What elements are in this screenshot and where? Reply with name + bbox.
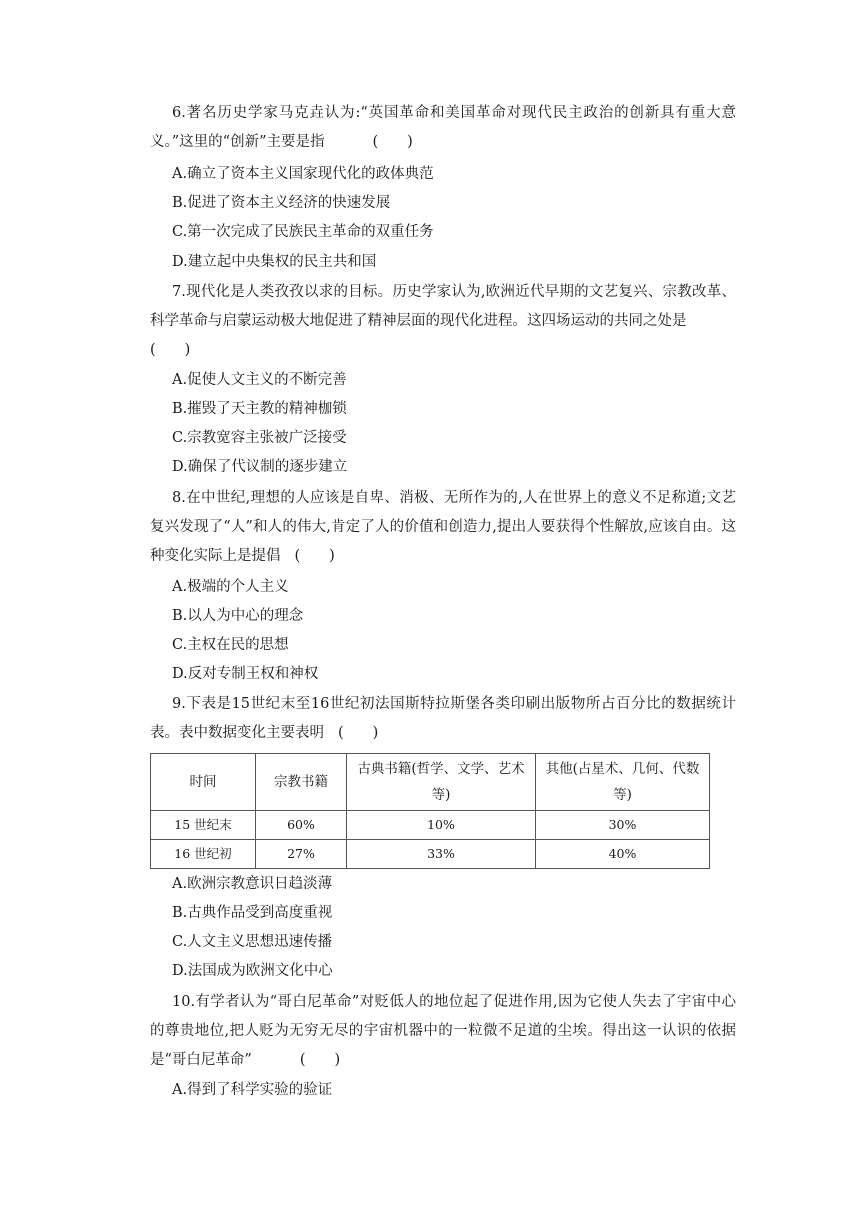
table-cell: 30% (536, 811, 710, 840)
question-9-stem: 9.下表是15世纪末至16世纪初法国斯特拉斯堡各类印刷出版物所占百分比的数据统计表。表中数据变化主要表明 ( ) (150, 696, 736, 741)
question-9-option-c: C.人文主义思想迅速传播 (172, 934, 333, 950)
table-header-row (151, 754, 710, 811)
question-10-option-a: A.得到了科学实验的验证 (172, 1082, 333, 1098)
table-cell: 10% (347, 811, 536, 840)
question-7-option-a: A.促使人文主义的不断完善 (172, 372, 347, 388)
answer-bracket: ( ) (150, 342, 191, 358)
question-9-option-d: D.法国成为欧洲文化中心 (172, 963, 333, 979)
question-8-option-d: D.反对专制王权和神权 (172, 666, 319, 682)
answer-bracket: ( ) (299, 1052, 341, 1068)
question-7-option-b: B.摧毁了天主教的精神枷锁 (172, 401, 347, 417)
question-6-option-c: C.第一次完成了民族民主革命的双重任务 (172, 224, 434, 240)
table-row (151, 811, 710, 840)
answer-bracket: ( ) (338, 725, 379, 741)
question-9-option-a: A.欧洲宗教意识日趋淡薄 (172, 876, 333, 892)
question-8-option-a: A.极端的个人主义 (172, 579, 289, 595)
question-7-stem: 7.现代化是人类孜孜以求的目标。历史学家认为,欧洲近代早期的文艺复兴、宗教改革、科学革命与启蒙运动极大地促进了精神层面的现代化进程。这四场运动的共同之处是 ( ) (150, 284, 736, 358)
table-header-cell: 时间 (151, 754, 256, 811)
question-7-option-c: C.宗教宽容主张被广泛接受 (172, 430, 347, 446)
question-6-option-d: D.建立起中央集权的民主共和国 (172, 254, 377, 270)
answer-bracket: ( ) (372, 134, 413, 150)
publication-stats-table (150, 753, 710, 869)
question-6-option-a: A.确立了资本主义国家现代化的政体典范 (172, 166, 434, 182)
question-6-stem: 6.著名历史学家马克垚认为:“英国革命和美国革命对现代民主政治的创新具有重大意义。”这里的“创新”主要是指 ( ) (150, 105, 736, 150)
question-7-option-d: D.确保了代议制的逐步建立 (172, 459, 348, 475)
question-9-option-b: B.古典作品受到高度重视 (172, 905, 333, 921)
table-cell: 15 世纪末 (151, 811, 256, 840)
question-8-option-b: B.以人为中心的理念 (172, 608, 304, 624)
question-8-stem: 8.在中世纪,理想的人应该是自卑、消极、无所作为的,人在世界上的意义不足称道;文艺复兴发现了“人”和人的伟大,肯定了人的价值和创造力,提出人要获得个性解放,应该自由。这种变化实际上是提倡 ( ) (150, 490, 736, 564)
table-header-cell: 古典书籍(哲学、文学、艺术等) (347, 754, 536, 811)
question-10-stem: 10.有学者认为“哥白尼革命”对贬低人的地位起了促进作用,因为它使人失去了宇宙中心的尊贵地位,把人贬为无穷无尽的宇宙机器中的一粒微不足道的尘埃。得出这一认识的依据是“哥白尼革命” ( ) (150, 994, 736, 1068)
table-header-cell: 宗教书籍 (256, 754, 347, 811)
table-row (151, 840, 710, 869)
question-6-option-b: B.促进了资本主义经济的快速发展 (172, 195, 391, 211)
answer-bracket: ( ) (294, 548, 335, 564)
question-8-option-c: C.主权在民的思想 (172, 637, 289, 653)
table-header-cell: 其他(占星术、几何、代数等) (536, 754, 710, 811)
table-cell: 27% (256, 840, 347, 869)
table-cell: 33% (347, 840, 536, 869)
table-cell: 16 世纪初 (151, 840, 256, 869)
table-cell: 60% (256, 811, 347, 840)
table-cell: 40% (536, 840, 710, 869)
